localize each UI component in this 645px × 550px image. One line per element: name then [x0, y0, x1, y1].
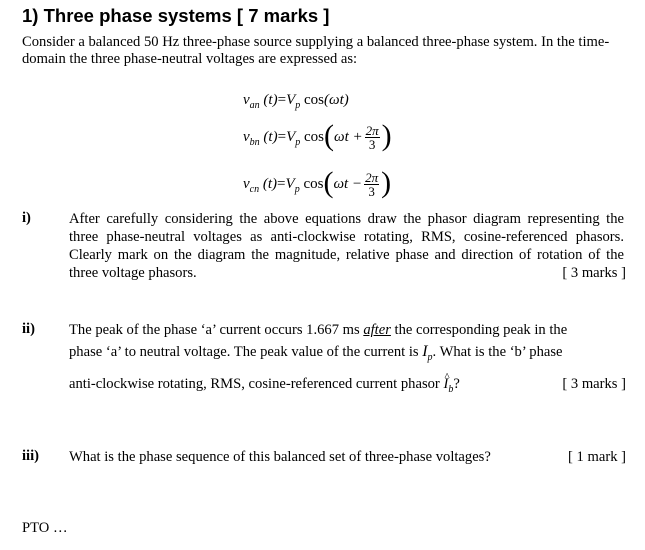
question-iii-line: [69, 448, 626, 466]
question-iii-number: iii): [22, 448, 40, 464]
eq-vcn-amp-sub: p: [294, 183, 300, 195]
question-i-marks: [ 3 marks ]: [562, 265, 626, 281]
eq-van-arg: (ωt): [323, 92, 349, 108]
question-i-number: i): [22, 210, 31, 226]
question-title: 1) Three phase systems [ 7 marks ]: [22, 5, 330, 26]
eq-vbn-frac-num: 2π: [365, 123, 379, 138]
eq-van-func: cos: [303, 92, 324, 108]
question-ii-line1: [69, 321, 626, 339]
equation-van: [243, 92, 349, 109]
eq-vbn-var: v: [243, 128, 250, 145]
intro-paragraph: Consider a balanced 50 Hz three-phase source supplying a balanced three-phase system. In the time-domain the three phase-neutral voltages are expressed as:: [22, 34, 610, 67]
eq-van-time: (t): [263, 92, 278, 108]
eq-van-equals: =: [277, 92, 287, 108]
eq-vbn-amp: V: [286, 128, 296, 145]
question-ii-ib-sub: b: [448, 384, 454, 395]
question-ii-ip-sub: p: [427, 352, 433, 363]
question-ii-line3-b: ?: [453, 376, 460, 392]
equation-vbn: $v_{bn}$ $(t)=V_p$ cos(ωt + $\frac{2\pi}{3}$ ): [243, 118, 392, 152]
question-iii-text: What is the phase sequence of this balanced set of three-phase voltages?: [69, 449, 491, 465]
eq-vbn-func: cos: [303, 128, 324, 145]
eq-van-amp: V: [286, 92, 296, 108]
question-i-text: After carefully considering the above equations draw the phasor diagram representing the three phase-neutral voltages as anti-clockwise rotating, RMS, cosine-referenced phasors. Clearly mark on the diagram the magnitude, relative phase and direction of rotation of the three voltage phasors.: [69, 211, 624, 281]
eq-vcn-fraction: [364, 171, 379, 198]
question-ii-line3: [69, 375, 626, 395]
eq-vcn-equals: =: [277, 175, 286, 192]
eq-vbn-time: (t): [263, 128, 278, 145]
question-ii-ib-var: ^ I: [443, 376, 448, 392]
eq-vcn-frac-den: 3: [368, 184, 375, 199]
question-ii-ip-var: I: [422, 343, 428, 360]
question-ii-line1-b: the corresponding peak in the: [390, 322, 568, 338]
eq-vbn-amp-sub: p: [295, 136, 301, 148]
eq-van-sub: an: [249, 100, 260, 111]
question-ii-line1-a: The peak of the phase ‘a’ current occurs 1.667 ms: [69, 322, 364, 338]
question-ii-after: after: [363, 322, 391, 338]
question-ii-number: ii): [22, 321, 35, 337]
question-ii: [69, 321, 626, 395]
question-i: [69, 210, 626, 282]
eq-van-amp-sub: p: [295, 100, 301, 111]
question-ii-line2-b: . What is the ‘b’ phase: [432, 344, 563, 360]
eq-vbn-equals: =: [277, 128, 287, 145]
eq-van-var: v: [243, 92, 250, 108]
question-iii: [69, 448, 626, 466]
eq-vcn-func: cos: [303, 175, 324, 192]
eq-vbn-sub: bn: [249, 136, 260, 148]
equation-vcn: $v_{cn}$ $(t)=V_p$ cos(ωt − $\frac{2\pi}{3}$ ): [243, 165, 392, 199]
question-ii-line2-a: phase ‘a’ to neutral voltage. The peak value of the current is: [69, 344, 423, 360]
eq-vbn-fraction: [365, 124, 380, 151]
eq-vbn-frac-den: 3: [368, 137, 376, 152]
question-ii-line3-a: anti-clockwise rotating, RMS, cosine-referenced current phasor: [69, 376, 444, 392]
pto-footer: PTO …: [22, 520, 68, 536]
eq-vcn-frac-num: 2π: [365, 170, 379, 185]
question-iii-marks: [ 1 mark ]: [568, 449, 626, 465]
eq-vcn-inner: ωt −: [333, 175, 363, 192]
question-ii-line2: [69, 343, 626, 363]
eq-vcn-amp: V: [285, 175, 295, 192]
eq-vcn-sub: cn: [249, 183, 260, 195]
question-ii-marks: [ 3 marks ]: [562, 376, 626, 392]
eq-vbn-inner: ωt +: [333, 128, 363, 145]
eq-vcn-var: v: [243, 175, 250, 192]
eq-vcn-time: (t): [262, 175, 278, 192]
